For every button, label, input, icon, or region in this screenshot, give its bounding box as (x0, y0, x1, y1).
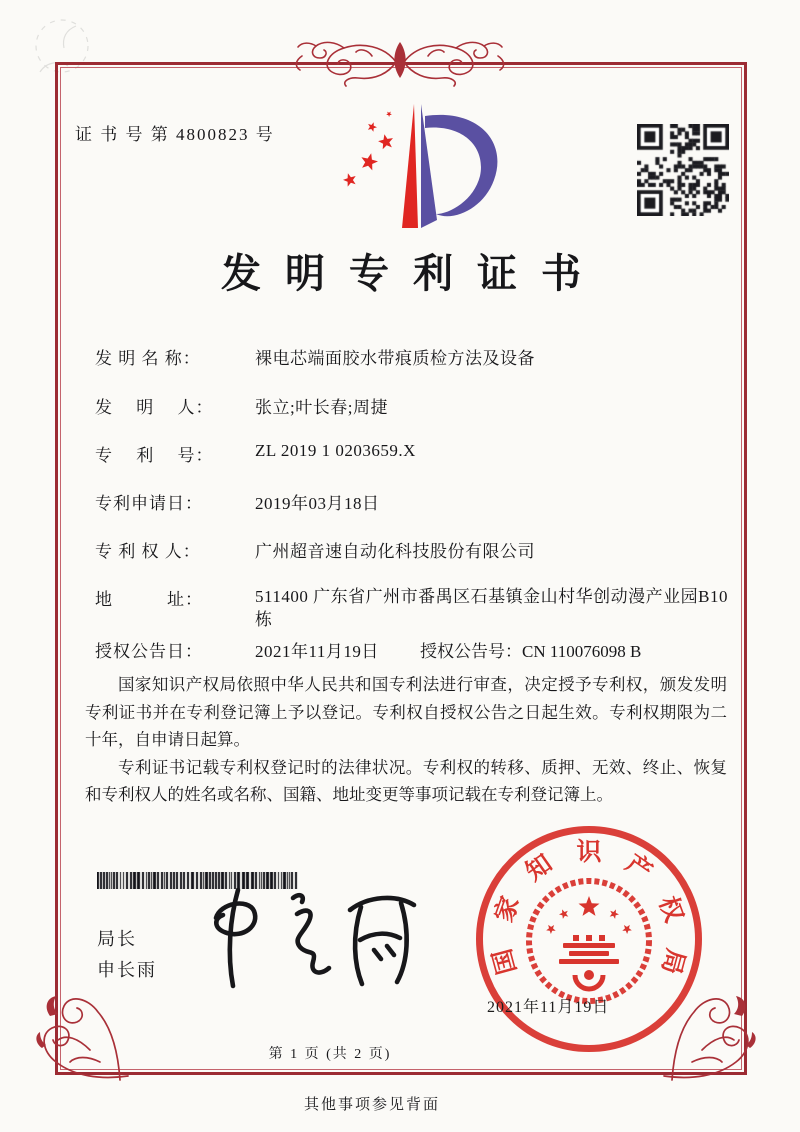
field-label: 发 明 名 称： (95, 349, 201, 368)
field-value: 511400 广东省广州市番禺区石基镇金山村华创动漫产业园B10栋 (255, 587, 728, 629)
field-row-patent-number (95, 441, 416, 466)
field-row-address (95, 585, 733, 631)
field-value: 张立;叶长春;周捷 (255, 398, 388, 417)
cnipa-patent-logo-icon (328, 94, 516, 240)
field-row-inventors (95, 393, 388, 418)
floral-corner-ornament-left (30, 988, 130, 1088)
field-value: 2019年03月18日 (255, 494, 380, 513)
back-side-note: 其他事项参见背面 (303, 1097, 440, 1113)
page-number: 第 1 页 (共 2 页) (268, 1047, 392, 1062)
field-label: 专 利 权 人： (95, 542, 201, 561)
certificate-title: 发明专利证书 (221, 251, 605, 296)
dragon-ornament (272, 34, 528, 90)
field-label: 专 利 号： (95, 446, 214, 465)
legal-paragraph-2: 专利证书记载专利权登记时的法律状况。专利权的转移、质押、无效、终止、恢复和专利权人的姓名或名称、国籍、地址变更等事项记载在专利登记簿上。 (85, 757, 727, 804)
field-row-grant-number (420, 637, 641, 662)
field-value: 2021年11月19日 (255, 642, 379, 661)
national-emblem-icon (519, 871, 659, 1011)
field-value: 裸电芯端面胶水带痕质检方法及设备 (255, 349, 535, 368)
field-label: 地 址： (95, 590, 203, 609)
qr-code (637, 124, 729, 216)
certificate-number: 证 书 号 第 4800823 号 (75, 125, 275, 144)
official-seal: 国 家 知 识 产 权 局 (476, 826, 702, 1052)
field-value: ZL 2019 1 0203659.X (255, 441, 416, 460)
field-row-grant-date (95, 637, 379, 662)
director-title: 局长 (97, 929, 137, 949)
legal-paragraph-1: 国家知识产权局依照中华人民共和国专利法进行审查，决定授予专利权，颁发发明专利证书并在专利登记簿上予以登记。专利权自授权公告之日起生效。专利权期限为二十年，自申请日起算。 (85, 675, 727, 749)
handwritten-signature (198, 878, 448, 996)
field-row-filing-date (95, 489, 380, 514)
director-name: 申长雨 (97, 960, 157, 980)
field-row-patentee (95, 537, 535, 562)
logo-stars (343, 112, 393, 187)
field-row-invention-name (95, 344, 535, 369)
field-value: 广州超音速自动化科技股份有限公司 (255, 542, 535, 561)
field-value: CN 110076098 B (522, 642, 642, 661)
field-label: 授权公告日： (95, 642, 203, 661)
field-label: 专利申请日： (95, 494, 203, 513)
seal-date: 2021年11月19日 (487, 999, 610, 1016)
field-label: 授权公告号： (420, 642, 522, 661)
legal-text (85, 671, 727, 809)
field-label: 发 明 人： (95, 398, 214, 417)
